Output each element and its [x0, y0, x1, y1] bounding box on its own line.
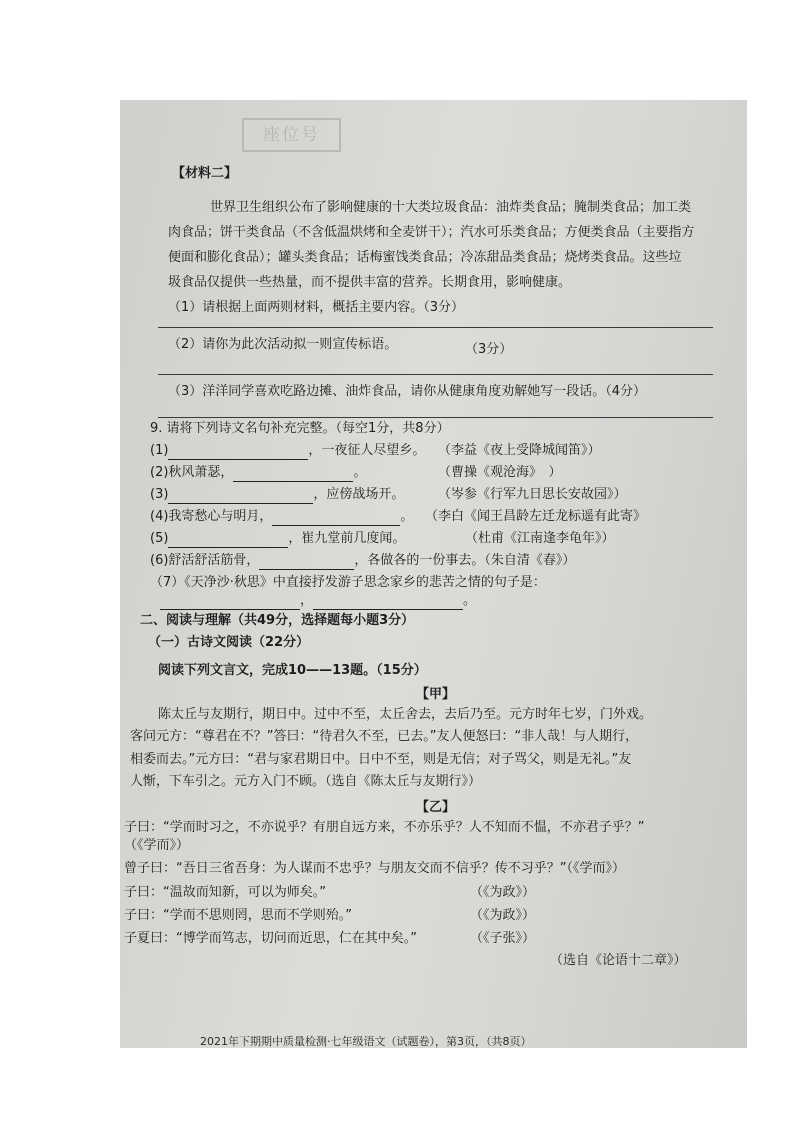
fill-blank-item: (1) ，一夜征人尽望乡。 [150, 443, 426, 458]
question-1: （1）请根据上面两则材料，概括主要内容。（3分） [168, 300, 465, 315]
answer-blank[interactable] [259, 555, 354, 570]
reading-instruction: 阅读下列文言文，完成10——13题。（15分） [158, 663, 427, 678]
question-2-score: （3分） [465, 342, 513, 357]
material2-line: 世界卫生组织公布了影响健康的十大类垃圾食品：油炸类食品；腌制类食品；加工类 [210, 200, 692, 215]
answer-blank[interactable] [168, 445, 308, 460]
fill-blank-item: (5) ，崔九堂前几度闻。 [150, 531, 406, 546]
answer-line [158, 417, 713, 418]
passage-line: 陈太丘与友期行，期日中。过中不至，太丘舍去，去后乃至。元方时年七岁，门外戏。 [158, 707, 653, 722]
passage-line: 客问元方：“尊君在不？”答曰：“待君久不至，已去。”友人便怒曰：“非人哉！与人期行， [130, 729, 639, 744]
question-9-title: 9. 请将下列诗文名句补充完整。（每空1分，共8分） [150, 421, 450, 436]
material2-line: 便面和膨化食品）；罐头类食品；话梅蜜饯类食品；冷冻甜品类食品；烧烤类食品。这些垃 [168, 250, 682, 265]
answer-blank[interactable] [272, 511, 400, 526]
page-footer: 2021年下期期中质量检测·七年级语文（试题卷），第3页，（共8页） [200, 1035, 532, 1048]
fill-blank-item: (4)我寄愁心与明月， 。 [150, 509, 414, 524]
material2-heading: 【材料二】 [172, 166, 238, 181]
section-heading: 二、阅读与理解（共49分，选择题每小题3分） [140, 613, 415, 628]
fill-blank-item: (2)秋风萧瑟， 。 [150, 465, 367, 480]
answer-blank[interactable] [313, 595, 463, 610]
material2-line: 肉食品；饼干类食品（不含低温烘烤和全麦饼干）；汽水可乐类食品；方便类食品（主要指方 [168, 225, 695, 240]
source-citation: （曹操《观沧海》 ） [438, 465, 562, 480]
source-citation: （李益《夜上受降城闻笛》） [438, 443, 601, 458]
passage-line: 人惭，下车引之。元方入门不顾。（选自《陈太丘与友期行》） [130, 774, 482, 789]
fill-blank-answer-line: ， 。 [160, 592, 476, 610]
question-2: （2）请你为此次活动拟一则宣传标语。 [168, 337, 398, 352]
question-3: （3）洋洋同学喜欢吃路边摊、油炸食品，请你从健康角度劝解她写一段话。（4分） [168, 384, 647, 399]
seat-number-stamp: 座位号 [242, 118, 341, 152]
answer-line [158, 374, 713, 375]
subsection-heading: （一）古诗文阅读（22分） [148, 635, 310, 650]
source-credit: （选自《论语十二章》） [550, 953, 687, 968]
passage-yi-heading: 【乙】 [416, 800, 456, 815]
source-citation: （《子张》） [470, 931, 536, 946]
exam-page [120, 100, 747, 1048]
material2-line: 圾食品仅提供一些热量，而不提供丰富的营养。长期食用，影响健康。 [168, 275, 572, 290]
answer-blank[interactable] [160, 595, 300, 610]
fill-blank-item: (3) ，应傍战场开。 [150, 487, 405, 502]
source-citation: （《为政》） [470, 885, 536, 900]
answer-blank[interactable] [233, 467, 353, 482]
answer-blank[interactable] [168, 489, 313, 504]
passage-line: 子曰：“学而不思则罔，思而不学则殆。” [124, 908, 352, 923]
source-citation: （杜甫《江南逢李龟年》） [465, 531, 615, 546]
fill-blank-item: (6)舒活舒活筋骨， ，各做各的一份事去。（朱自清《春》） [150, 553, 576, 568]
passage-line: 子夏曰：“博学而笃志，切问而近思，仁在其中矣。” [124, 931, 417, 946]
passage-line: （《学而》） [124, 838, 190, 853]
passage-jia-heading: 【甲】 [416, 687, 456, 702]
passage-line: 曾子曰：“吾日三省吾身：为人谋而不忠乎？与朋友交而不信乎？传不习乎？”（《学而》） [124, 861, 625, 876]
passage-line: 相委而去。”元方曰：“君与家君期日中。日中不至，则是无信；对子骂父，则是无礼。”友 [130, 752, 632, 767]
passage-line: 子曰：“学而时习之，不亦说乎？有朋自远方来，不亦乐乎？人不知而不愠，不亦君子乎？” [124, 820, 645, 835]
source-citation: （岑参《行军九日思长安故园》） [438, 487, 627, 502]
passage-line: 子曰：“温故而知新，可以为师矣。” [124, 885, 326, 900]
fill-blank-item: （7）《天净沙·秋思》中直接抒发游子思念家乡的悲苦之情的句子是： [150, 575, 546, 590]
source-citation: （《为政》） [470, 908, 536, 923]
source-citation: （李白《闻王昌龄左迁龙标遥有此寄》 [425, 509, 647, 524]
answer-blank[interactable] [168, 533, 288, 548]
answer-line [158, 327, 713, 328]
